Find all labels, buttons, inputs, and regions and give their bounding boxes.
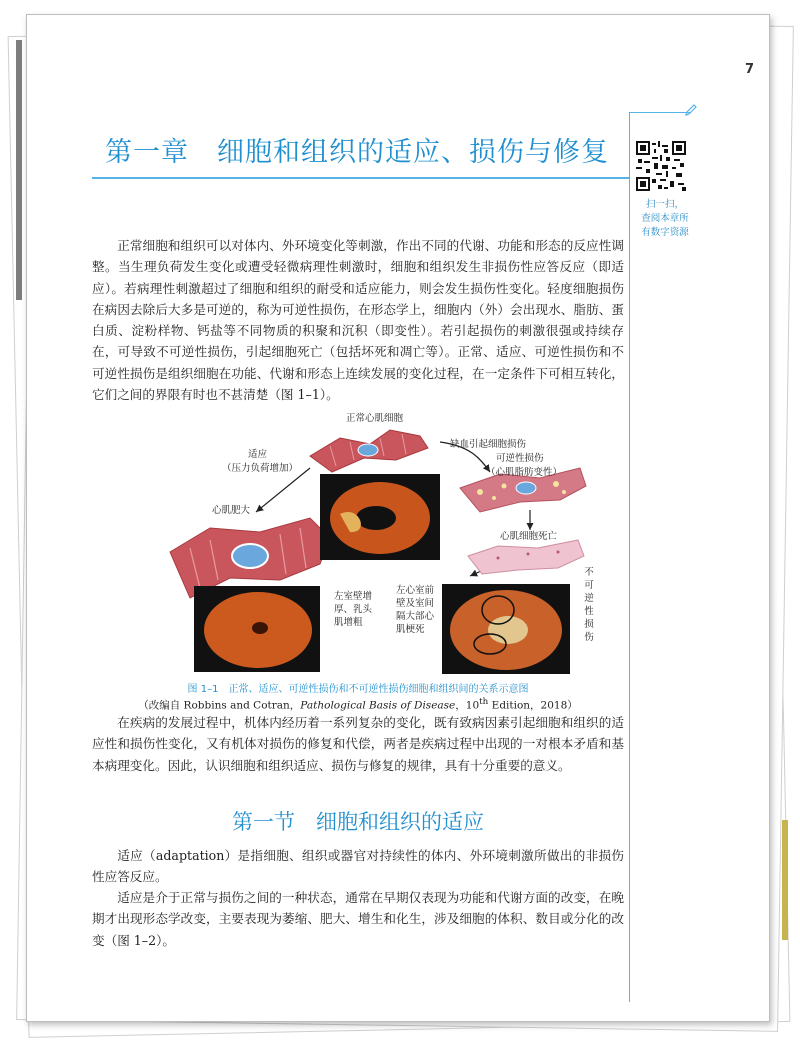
label-irreversible-injury: 不可逆性损伤: [584, 567, 594, 643]
chapter-title-rule: [92, 177, 630, 179]
label-ischemic-injury: 缺血引起细胞损伤: [450, 439, 527, 450]
figure-source-sup: th: [479, 697, 489, 707]
label-adaptation-sub: （压力负荷增加）: [222, 463, 299, 474]
qr-code-icon[interactable]: [636, 141, 686, 191]
label-cell-death: 心肌细胞死亡: [500, 531, 558, 542]
pencil-icon: [684, 103, 698, 117]
label-normal-myocyte: 正常心肌细胞: [346, 413, 404, 424]
book-edge: [16, 40, 22, 300]
label-lv-thickening: 左室壁增厚、乳头肌增粗: [334, 591, 373, 628]
dead-myocyte: [468, 540, 584, 574]
adaptation-forms-paragraph: 适应是介于正常与损伤之间的一种状态，通常在早期仅表现为功能和代谢方面的改变，在晚期才出现形态学改变，主要表现为萎缩、肥大、增生和化生，涉及细胞的体积、数目或分化的改变（图 1–2）。: [92, 890, 624, 948]
figure-source-year: Edition，2018）: [488, 699, 578, 712]
book-edge: [782, 820, 788, 940]
qr-caption: [626, 198, 704, 240]
figure-source-edition: ，10: [455, 699, 480, 712]
margin-rule: [629, 112, 691, 113]
intro-paragraph: 正常细胞和组织可以对体内、外环境变化等刺激，作出不同的代谢、功能和形态的反应性调整。当生理负荷发生变化或遭受轻微病理性刺激时，细胞和组织发生非损伤性应答反应（即适应）。若病理性刺激超过了细胞和组织的耐受和适应能力，则会发生损伤性变化。轻度细胞损伤在病因去除后大多是可逆的，称为可逆性损伤，在形态学上，细胞内（外）会出现水、脂肪、蛋白质、淀粉样物、钙盐等不同物质的积聚和沉积（即变性）。若引起损伤的刺激很强或持续存在，可导致不可逆性损伤，引起细胞死亡（包括坏死和凋亡等）。正常、适应、可逆性损伤和不可逆性损伤是组织细胞在功能、代谢和形态上连续发展的变化过程，在一定条件下可相互转化，它们之间的界限有时也不甚清楚（图 1–1）。: [92, 238, 624, 403]
chapter-title: 第一章 细胞和组织的适应、损伤与修复: [105, 137, 609, 168]
heart-slice-infarct: [442, 584, 570, 674]
margin-rule: [629, 112, 630, 1002]
figure-source-prefix: （改编自 Robbins and Cotran，: [138, 699, 301, 712]
qr-caption-line: 有数字资源: [641, 227, 689, 238]
figure-source: [92, 697, 624, 713]
figure-source-title: Pathological Basis of Disease: [300, 699, 456, 712]
label-infarct: 左心室前壁及室间隔大部心肌梗死: [396, 585, 435, 635]
disease-paragraph: 在疾病的发展过程中，机体内经历着一系列复杂的变化，既有致病因素引起细胞和组织的适应性和损伤性变化，又有机体对损伤的修复和代偿，两者是疾病过程中出现的一对根本矛盾和基本病理变化。因此，认识细胞和组织适应、损伤与修复的规律，具有十分重要的意义。: [92, 715, 624, 773]
normal-myocyte: [310, 430, 428, 472]
section-title: 第一节 细胞和组织的适应: [232, 810, 484, 834]
figure-caption: 图 1–1 正常、适应、可逆性损伤和不可逆性损伤细胞和组织间的关系示意图: [187, 684, 529, 695]
figure-1-1: [150, 408, 594, 680]
label-reversible-sub: （心肌脂肪变性）: [486, 467, 563, 478]
label-adaptation: 适应: [248, 449, 268, 460]
page-number: 7: [744, 62, 754, 77]
label-reversible-injury: 可逆性损伤: [496, 453, 544, 464]
heart-slice-hypertrophy: [194, 586, 320, 672]
heart-slice-normal: [320, 474, 440, 560]
adaptation-definition-paragraph: 适应（adaptation）是指细胞、组织或器官对持续性的体内、外环境刺激所做出的非损伤性应答反应。: [92, 848, 624, 885]
qr-caption-line: 扫一扫，: [645, 199, 684, 210]
qr-caption-line: 查阅本章所: [641, 213, 689, 224]
label-hypertrophy: 心肌肥大: [212, 505, 251, 516]
